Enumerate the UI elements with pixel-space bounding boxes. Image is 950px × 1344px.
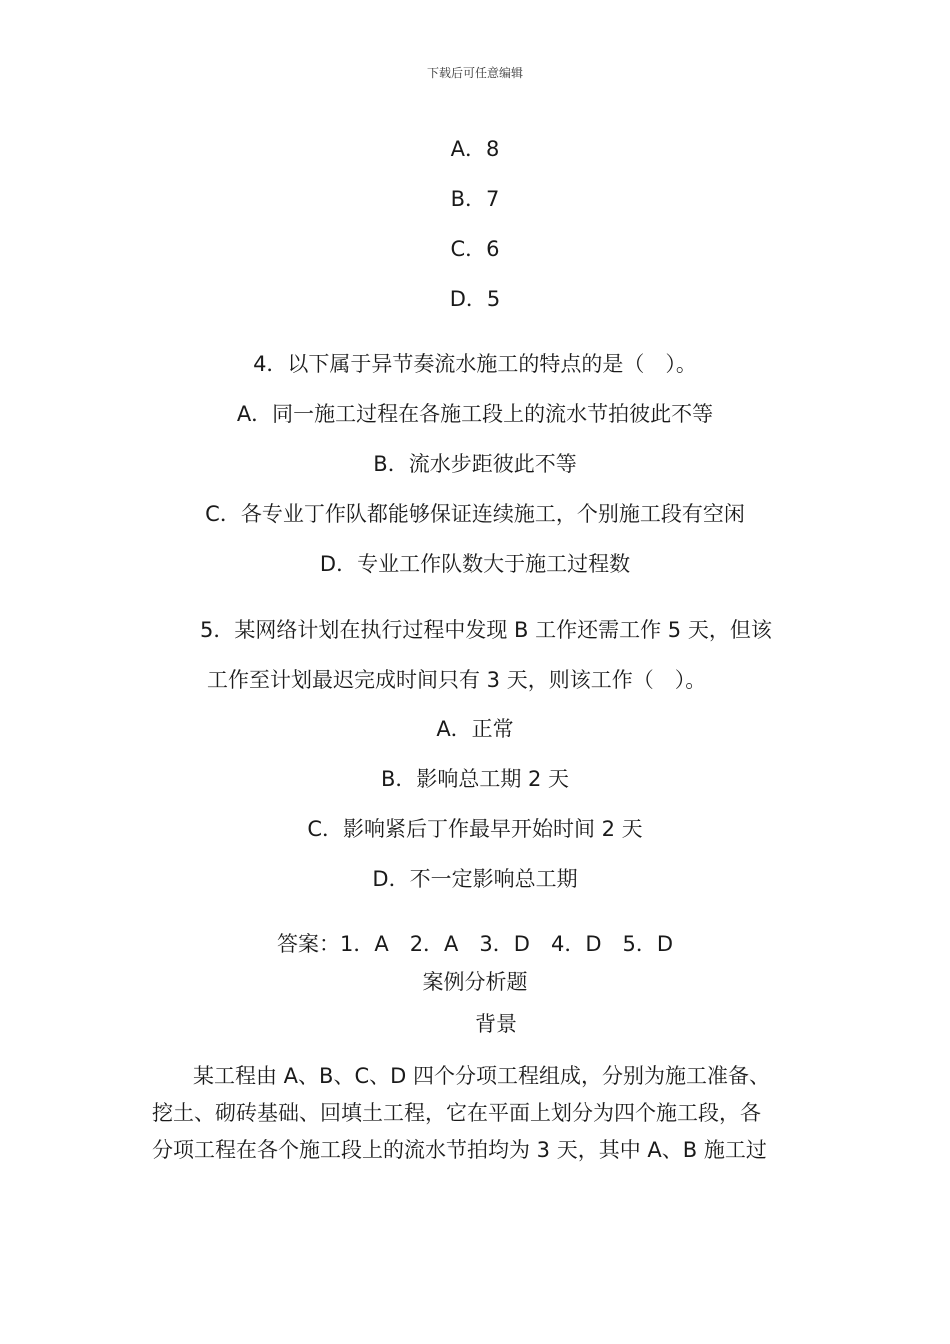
q5-option-c: C．影响紧后丁作最早开始时间 2 天 xyxy=(307,817,643,841)
q4-option-d: D．专业工作队数大于施工过程数 xyxy=(319,552,631,576)
q5-option-b: B．影响总工期 2 天 xyxy=(380,767,570,791)
q4-option-c: C．各专业丁作队都能够保证连续施工，个别施工段有空闲 xyxy=(205,502,745,526)
q5-question-line2: 工作至计划最迟完成时间只有 3 天，则该工作（ ）。 xyxy=(207,668,707,692)
q3-option-d: D．5 xyxy=(449,287,501,311)
page-header: 下载后可任意编辑 xyxy=(426,66,523,80)
q3-option-a: A．8 xyxy=(450,137,500,161)
q5-question-line1: 5．某网络计划在执行过程中发现 B 工作还需工作 5 天，但该 xyxy=(200,618,772,642)
q4-question: 4．以下属于异节奏流水施工的特点的是（ ）。 xyxy=(253,352,697,376)
q3-option-b: B．7 xyxy=(450,187,500,211)
answer-key: 答案：1．A 2．A 3．D 4．D 5．D xyxy=(276,932,674,956)
background-paragraph-line2: 挖土、砌砖基础、回填土工程，它在平面上划分为四个施工段，各 xyxy=(152,1101,761,1125)
background-heading: 背景 xyxy=(475,1012,517,1036)
q5-option-a: A．正常 xyxy=(436,717,514,741)
background-paragraph-line1: 某工程由 A、B、C、D 四个分项工程组成，分别为施工准备、 xyxy=(193,1064,770,1088)
q5-option-d: D．不一定影响总工期 xyxy=(372,867,578,891)
q4-option-a: A．同一施工过程在各施工段上的流水节拍彼此不等 xyxy=(236,402,714,426)
q3-option-c: C．6 xyxy=(450,237,500,261)
background-paragraph-line3: 分项工程在各个施工段上的流水节拍均为 3 天，其中 A、B 施工过 xyxy=(152,1138,767,1162)
case-section-title: 案例分析题 xyxy=(422,970,528,994)
q4-option-b: B．流水步距彼此不等 xyxy=(373,452,577,476)
